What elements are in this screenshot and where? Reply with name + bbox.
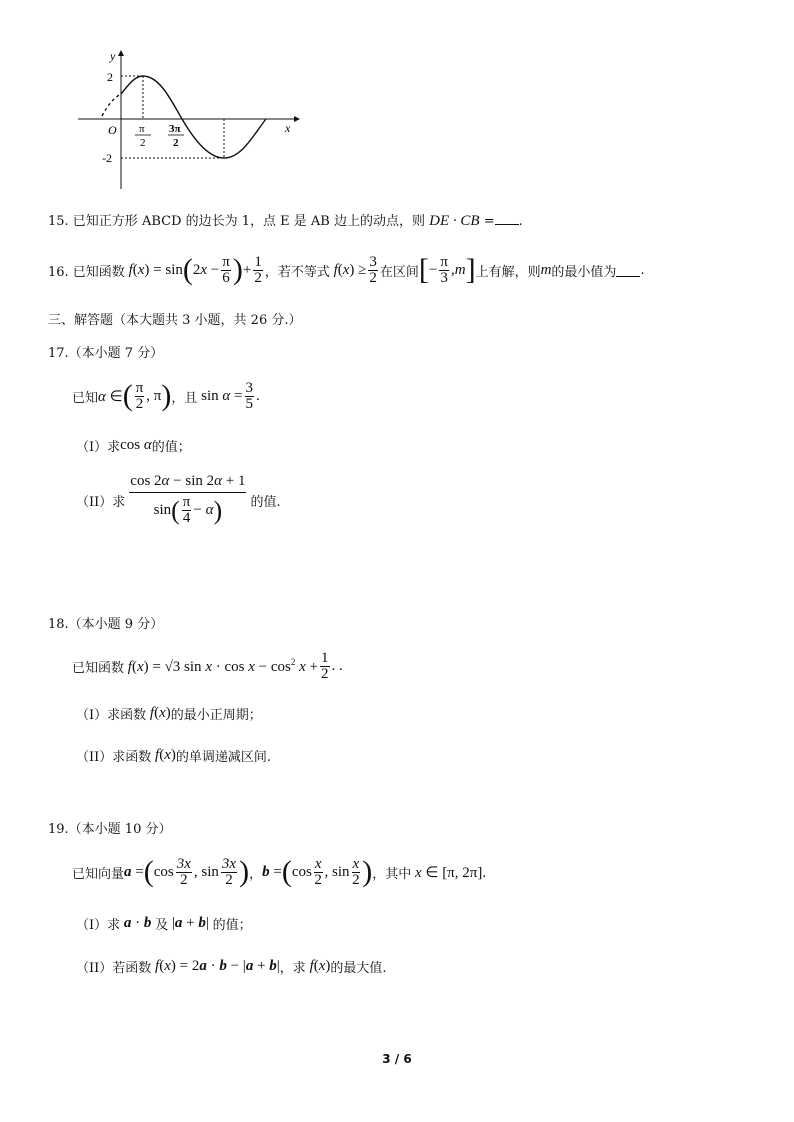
minus: − <box>428 261 438 278</box>
page-number: 3 / 6 <box>382 1052 412 1066</box>
fx: f(x) <box>309 958 331 974</box>
paren: ) <box>161 379 172 412</box>
y-axis-label: y <box>110 49 116 63</box>
y-axis-arrow <box>118 50 124 56</box>
q18-part2-lead: （II）求函数 <box>76 750 152 765</box>
q17-big-fraction: cos 2α − sin 2α + 1 sin( $\frac{\pi}{4}$ − α) <box>130 473 246 526</box>
comma-sin: , sin <box>324 863 350 880</box>
origin-label: O <box>108 123 117 137</box>
q15-end: . <box>518 214 523 229</box>
q18-part1-lead: （I）求函数 <box>76 708 147 723</box>
q18-given-lead: 已知函数 <box>72 660 125 676</box>
q18-part2-tail: 的单调递减区间. <box>175 750 272 765</box>
q19-header: 19.（本小题 10 分） <box>48 822 172 837</box>
q19-given-where: ，其中 <box>372 866 412 882</box>
question-15 <box>48 210 523 230</box>
curve-dashed <box>102 94 121 116</box>
paren: ( <box>143 855 154 888</box>
cos-alpha: cos α <box>120 437 152 453</box>
tick1-num: π <box>139 123 145 135</box>
three-halves: $\frac{3}{2}$ <box>369 253 377 286</box>
paren: ) <box>232 253 243 286</box>
q19-part2 <box>76 957 387 976</box>
bracket: ] <box>465 253 476 286</box>
3x-over-2: $\frac{3x}{2}$ <box>176 855 191 888</box>
y-max-label: 2 <box>107 70 113 84</box>
q17-part1 <box>76 436 191 455</box>
alpha-in: α ∈ <box>98 388 123 405</box>
q16-ineq: f(x) ≥ <box>333 261 367 278</box>
section-title: 三、解答题（本大题共 3 小题，共 26 分.） <box>48 313 302 328</box>
q16-end: 的最小值为 <box>551 264 617 280</box>
q19-given-lead: 已知向量 <box>72 866 125 882</box>
three-fifths: $\frac{3}{5}$ <box>245 379 253 412</box>
abs-a-plus-b: |a + b| <box>168 915 213 931</box>
one-half: $\frac{1}{2}$ <box>321 649 329 682</box>
q17-part1-lead: （I）求 <box>76 440 121 455</box>
q19-part1-tail: 的值； <box>212 918 252 933</box>
x-axis-arrow <box>294 116 300 122</box>
tick2-den: 2 <box>173 137 179 149</box>
comma-m: ,m <box>450 261 466 278</box>
q15-eq: = <box>483 214 495 229</box>
q16-mid: ，若不等式 <box>264 264 330 280</box>
comma-pi: , π <box>146 387 162 404</box>
q19-part2-lead: （II）若函数 <box>76 961 152 976</box>
cos: cos <box>153 863 174 880</box>
y-min-label: -2 <box>102 151 112 165</box>
q18-part1 <box>76 704 262 723</box>
q17-part1-tail: 的值； <box>151 440 191 455</box>
question-16 <box>48 250 645 290</box>
q17-part2-tail: 的值. <box>250 494 281 510</box>
x-axis-label: x <box>285 121 291 135</box>
q19-part2-tail: 的最大值. <box>330 961 387 976</box>
q15-text: 15. 已知正方形 ABCD 的边长为 1，点 E 是 AB 边上的动点，则 <box>48 214 425 229</box>
fx: f(x) <box>149 705 171 721</box>
paren: ) <box>239 855 250 888</box>
vec-a: a = <box>124 863 144 880</box>
cos: cos <box>291 863 312 880</box>
paren: ( <box>281 855 292 888</box>
sine-graph <box>72 44 312 194</box>
q16-var: m <box>540 261 552 278</box>
q17-given-mid: ，且 <box>171 390 198 406</box>
q19-part1 <box>76 914 252 933</box>
one-half: $\frac{1}{2}$ <box>254 253 262 286</box>
q16-function: f(x) = sin <box>128 261 183 278</box>
comma-sin: , sin <box>193 863 219 880</box>
q19-given-mid: ， <box>249 866 263 882</box>
answer-blank[interactable] <box>495 212 519 225</box>
tick2-num: 3π <box>169 123 181 135</box>
q18-part2 <box>76 746 271 765</box>
paren: ( <box>182 253 193 286</box>
period: . . <box>331 657 343 674</box>
q16-interval-prefix: 在区间 <box>379 264 419 280</box>
x-interval: x ∈ [π, 2π]. <box>414 864 487 881</box>
pi-over-6: $\frac{\pi}{6}$ <box>222 253 230 286</box>
q16-arg: 2x − <box>192 261 220 278</box>
paren: ( <box>122 379 133 412</box>
q17-given-lead: 已知 <box>72 390 99 406</box>
q18-function: f(x) = √3 $\sin x \cdot \cos x - \cos^2 x$ + <box>127 656 319 675</box>
q17-header: 17.（本小题 7 分） <box>48 346 164 361</box>
q16-interval-tail: 上有解，则 <box>475 264 541 280</box>
q19-given <box>72 850 486 894</box>
q18-header: 18.（本小题 9 分） <box>48 617 164 632</box>
q18-given <box>72 646 343 686</box>
pi-over-3: $\frac{\pi}{3}$ <box>440 253 448 286</box>
pi-over-2: $\frac{\pi}{2}$ <box>135 379 144 412</box>
answer-blank[interactable] <box>616 264 640 277</box>
q18-part1-tail: 的最小正周期； <box>170 708 262 723</box>
q15-expr: DE · CB <box>429 213 480 229</box>
a-dot-b: a · b <box>123 915 152 931</box>
period: . <box>256 387 260 404</box>
fx: f(x) <box>155 747 176 763</box>
q16-lead: 16. 已知函数 <box>48 264 125 280</box>
q19-part2-mid: ，求 <box>279 961 306 976</box>
x-over-2: $\frac{x}{2}$ <box>314 855 322 888</box>
paren: ) <box>362 855 373 888</box>
q17-part2-lead: （II）求 <box>76 494 126 510</box>
q17-part2 <box>76 470 281 530</box>
q17-given <box>72 376 260 416</box>
q16-dot: . <box>640 262 645 278</box>
bracket: [ <box>418 253 429 286</box>
x-over-2: $\frac{x}{2}$ <box>352 855 360 888</box>
plus: + <box>242 261 252 278</box>
tick1-den: 2 <box>140 137 146 149</box>
vec-b: b = <box>262 863 282 880</box>
q19-part1-lead: （I）求 <box>76 918 121 933</box>
q19-part1-and: 及 <box>155 918 169 933</box>
q19-function: f(x) = 2a · b − |a + b| <box>155 958 280 974</box>
sin-alpha: sin α = <box>197 387 243 404</box>
3x-over-2: $\frac{3x}{2}$ <box>221 855 237 888</box>
